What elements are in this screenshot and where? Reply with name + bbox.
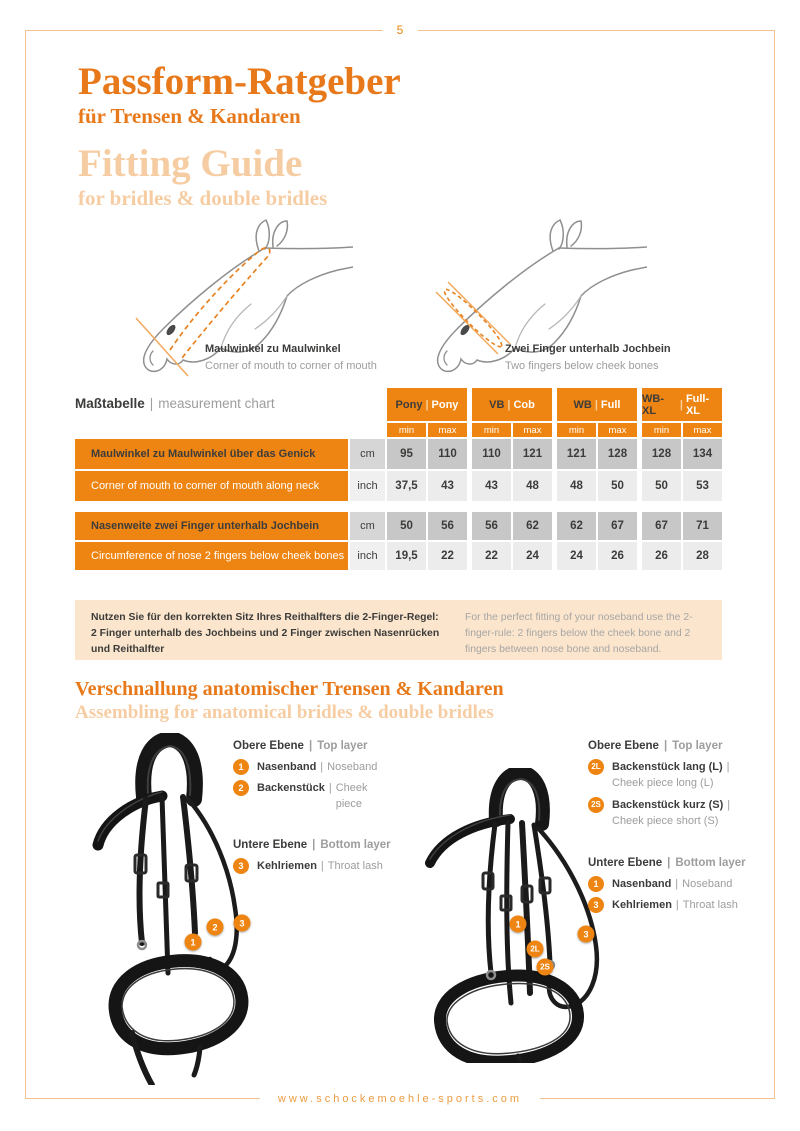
column-header-pony: Pony | Pony bbox=[387, 388, 467, 421]
table-row: Maulwinkel zu Maulwinkel über das Genick cm 95 110 110 121 121 128 128 134 bbox=[75, 439, 722, 469]
column-header-full: WB | Full bbox=[557, 388, 637, 421]
left-horse-caption bbox=[205, 341, 377, 374]
caption-english: Corner of mouth to corner of mouth bbox=[205, 359, 377, 372]
badge-2s: 2S bbox=[588, 797, 604, 813]
section-title-english: Assembling for anatomical bridles & double bridles bbox=[75, 702, 494, 723]
right-horse-caption bbox=[505, 341, 671, 374]
legend-item-cheek-piece: 2 Backenstück | Cheek piece bbox=[233, 780, 393, 812]
bridle-marker-2s: 2S bbox=[537, 959, 554, 976]
badge-1: 1 bbox=[588, 876, 604, 892]
min-header: min bbox=[387, 423, 426, 437]
bridle-marker-1: 1 bbox=[510, 916, 527, 933]
legend-item-throat-lash: 3 Kehlriemen | Throat lash bbox=[588, 897, 763, 913]
measurement-table bbox=[75, 386, 722, 570]
caption-english: Two fingers below cheek bones bbox=[505, 359, 659, 372]
table-title-english: measurement chart bbox=[158, 396, 275, 411]
legend-bottom-title: Untere Ebene | Bottom layer bbox=[588, 857, 746, 869]
min-header: min bbox=[642, 423, 681, 437]
subtitle-english: for bridles & double bridles bbox=[78, 185, 328, 210]
caption-german: Maulwinkel zu Maulwinkel bbox=[205, 343, 341, 355]
legend-top-title: Obere Ebene | Top layer bbox=[588, 740, 723, 752]
bridle-marker-2: 2 bbox=[207, 919, 224, 936]
website-link[interactable]: www.schockemoehle-sports.com bbox=[260, 1093, 540, 1105]
section-title-german: Verschnallung anatomischer Trensen & Kandaren bbox=[75, 678, 504, 700]
max-header: max bbox=[428, 423, 467, 437]
legend-snaffle bbox=[233, 740, 393, 879]
legend-top-title: Obere Ebene | Top layer bbox=[233, 740, 368, 752]
bridle-illustration bbox=[398, 768, 610, 1063]
assembly-section-heading bbox=[75, 678, 504, 724]
legend-item-noseband: 1 Nasenband | Noseband bbox=[233, 759, 393, 775]
legend-item-cheek-piece-short: 2S Backenstück kurz (S) | Cheek piece short (S) bbox=[588, 797, 763, 829]
legend-double-bridle bbox=[588, 740, 763, 918]
bridle-marker-2l: 2L bbox=[527, 941, 544, 958]
column-header-full-xl: WB-XL | Full-XL bbox=[642, 388, 722, 421]
subtitle-german: für Trensen & Kandaren bbox=[78, 103, 301, 128]
min-header: min bbox=[557, 423, 596, 437]
bridle-photo-double bbox=[398, 768, 610, 1063]
measure-dashed-nose-loop bbox=[440, 285, 506, 351]
legend-item-cheek-piece-long: 2L Backenstück lang (L) | Cheek piece long (L) bbox=[588, 759, 763, 791]
table-row: Corner of mouth to corner of mouth along neck inch 37,5 43 43 48 48 50 50 53 bbox=[75, 471, 722, 501]
max-header: max bbox=[598, 423, 637, 437]
bridle-marker-3: 3 bbox=[578, 926, 595, 943]
separator: | bbox=[149, 396, 154, 411]
max-header: max bbox=[683, 423, 722, 437]
caption-german: Zwei Finger unterhalb Jochbein bbox=[505, 343, 671, 355]
bridle-marker-3: 3 bbox=[234, 915, 251, 932]
legend-item-noseband: 1 Nasenband | Noseband bbox=[588, 876, 763, 892]
bridle-marker-1: 1 bbox=[185, 934, 202, 951]
title-english: Fitting Guide bbox=[78, 142, 303, 186]
legend-item-throat-lash: 3 Kehlriemen | Throat lash bbox=[233, 858, 393, 874]
badge-1: 1 bbox=[233, 759, 249, 775]
max-header: max bbox=[513, 423, 552, 437]
badge-2l: 2L bbox=[588, 759, 604, 775]
title-german: Passform-Ratgeber bbox=[78, 60, 401, 103]
column-header-cob: VB | Cob bbox=[472, 388, 552, 421]
badge-2: 2 bbox=[233, 780, 249, 796]
table-title bbox=[75, 396, 275, 411]
page-number: 5 bbox=[383, 23, 418, 37]
table-row: Nasenweite zwei Finger unterhalb Jochbein cm 50 56 56 62 62 67 67 71 bbox=[75, 512, 722, 540]
note-english: For the perfect fitting of your noseband use the 2-finger-rule: 2 fingers below the cheek bone and 2 fingers between nose bone and noseband. bbox=[465, 612, 693, 656]
table-title-german: Maßtabelle bbox=[75, 396, 145, 411]
badge-3: 3 bbox=[233, 858, 249, 874]
note-german: Nutzen Sie für den korrekten Sitz Ihres Reithalfters die 2-Finger-Regel: 2 Finger unterhalb des Jochbeins und 2 Finger zwischen Nasenrücken und Reithalfter bbox=[91, 612, 440, 656]
legend-bottom-title: Untere Ebene | Bottom layer bbox=[233, 839, 391, 851]
two-finger-rule-note bbox=[75, 600, 722, 660]
min-header: min bbox=[472, 423, 511, 437]
table-row: Circumference of nose 2 fingers below cheek bones inch 19,5 22 22 24 24 26 26 28 bbox=[75, 542, 722, 570]
badge-3: 3 bbox=[588, 897, 604, 913]
page-header bbox=[78, 62, 401, 210]
